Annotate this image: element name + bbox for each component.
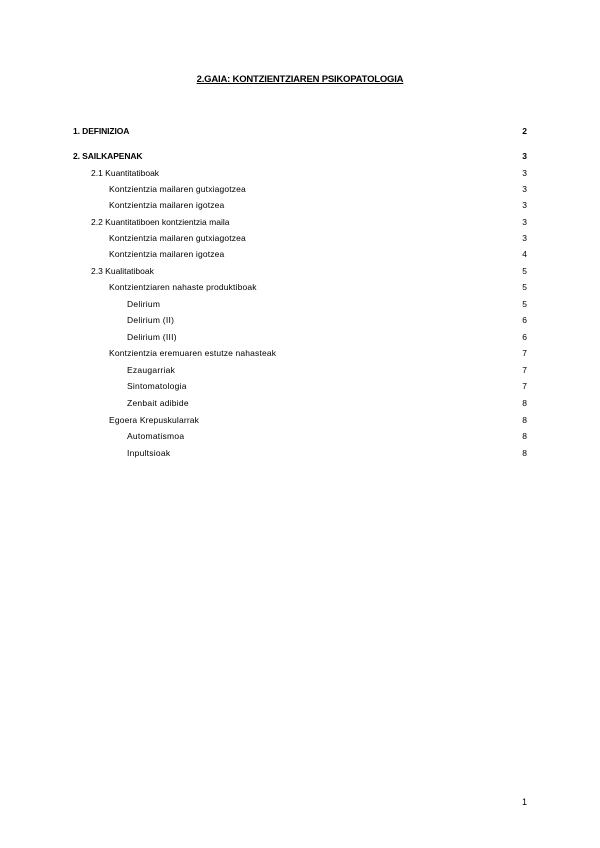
toc-entry-label: Delirium (III) [127,332,177,342]
toc-entry-label: 1. DEFINIZIOA [73,126,130,136]
toc-entry-label: Kontzientzia mailaren igotzea [109,200,225,210]
document-title: 2.GAIA: KONTZIENTZIAREN PSIKOPATOLOGIA [196,74,404,85]
toc-entry[interactable] [0,446,600,460]
toc-entry[interactable] [0,198,600,212]
toc-entry[interactable] [0,429,600,443]
toc-entry[interactable] [0,297,600,311]
toc-entry-page: 7 [522,348,527,358]
toc-entry[interactable] [0,363,600,377]
toc-entry-label: Delirium [127,299,161,309]
toc-entry-kualitatiboak[interactable] [0,264,600,278]
toc-entry[interactable] [0,413,600,427]
toc-entry-page: 3 [522,200,527,210]
toc-entry-page: 5 [522,282,527,292]
toc-entry-label: 2. SAILKAPENAK [73,151,143,161]
toc-entry-page: 8 [522,415,527,425]
toc-entry-page: 7 [522,381,527,391]
toc-entry[interactable] [0,313,600,327]
toc-entry-page: 7 [522,365,527,375]
toc-entry-label: Ezaugarriak [127,365,176,375]
toc-entry-page: 3 [522,184,527,194]
toc-entry-label: Automatismoa [127,431,185,441]
toc-entry-page: 4 [522,249,527,259]
toc-entry-page: 6 [522,315,527,325]
toc-entry-page: 8 [522,431,527,441]
toc-entry-label: Sintomatologia [127,381,187,391]
toc-entry-label: Kontzientzia eremuaren estutze nahasteak [109,348,277,358]
toc-entry-label: 2.2 Kuantitatiboen kontzientzia maila [91,217,230,227]
toc-entry-sailkapenak[interactable] [0,149,600,163]
toc-entry[interactable] [0,231,600,245]
toc-entry-page: 3 [522,233,527,243]
toc-entry-page: 3 [522,217,527,227]
toc-entry-page: 8 [522,398,527,408]
toc-entry-label: Inpultsioak [127,448,171,458]
toc-entry[interactable] [0,247,600,261]
toc-entry-page: 5 [522,266,527,276]
toc-entry-page: 8 [522,448,527,458]
toc-entry[interactable] [0,182,600,196]
toc-entry[interactable] [0,280,600,294]
toc-entry-page: 6 [522,332,527,342]
toc-entry-definizioa[interactable] [0,124,600,138]
page-number: 1 [521,797,527,807]
toc-entry[interactable] [0,379,600,393]
toc-entry[interactable] [0,396,600,410]
toc-entry-kuantitatiboen-kontzientzia-maila[interactable] [0,215,600,229]
toc-entry[interactable] [0,330,600,344]
toc-entry-label: Kontzientziaren nahaste produktiboak [109,282,257,292]
toc-entry-page: 2 [522,126,527,136]
toc-entry-kuantitatiboak[interactable] [0,166,600,180]
toc-entry-page: 5 [522,299,527,309]
toc-entry-label: Kontzientzia mailaren igotzea [109,249,225,259]
toc-entry-page: 3 [522,168,527,178]
toc-entry-page: 3 [522,151,527,161]
toc-entry-label: Zenbait adibide [127,398,189,408]
toc-entry-label: Egoera Krepuskularrak [109,415,200,425]
toc-entry-label: 2.3 Kualitatiboak [91,266,154,276]
toc-entry-label: Delirium (II) [127,315,175,325]
toc-entry-label: Kontzientzia mailaren gutxiagotzea [109,233,246,243]
toc-entry-label: Kontzientzia mailaren gutxiagotzea [109,184,246,194]
toc-entry[interactable] [0,346,600,360]
toc-entry-label: 2.1 Kuantitatiboak [91,168,160,178]
